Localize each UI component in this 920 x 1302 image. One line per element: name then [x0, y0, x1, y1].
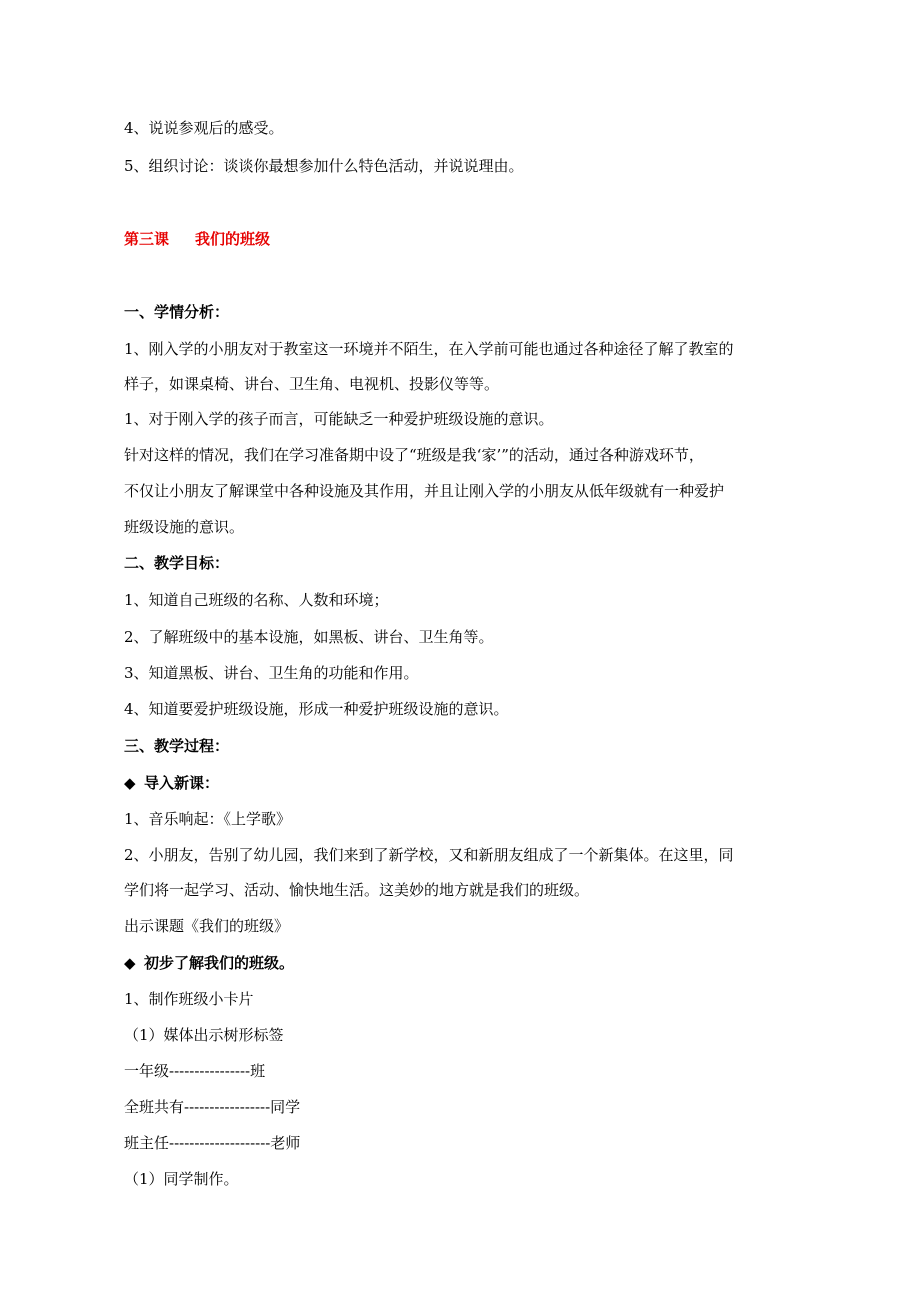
card-template-line: 班主任--------------------老师 — [124, 1134, 301, 1152]
list-item: （1）媒体出示树形标签 — [124, 1026, 284, 1044]
paragraph-line: 出示课题《我们的班级》 — [124, 917, 290, 935]
subheading-explore — [124, 953, 294, 973]
subheading-text: 导入新课： — [144, 774, 220, 792]
lesson-number: 第三课 — [124, 230, 170, 248]
list-item: 4、说说参观后的感受。 — [124, 119, 284, 137]
list-item: 1、知道自己班级的名称、人数和环境； — [124, 591, 389, 609]
paragraph-line: 1、刚入学的小朋友对于教室这一环境并不陌生，在入学前可能也通过各种途径了解了教室的 — [124, 340, 734, 358]
lesson-title — [124, 229, 270, 249]
list-item: （1）同学制作。 — [124, 1170, 239, 1188]
list-item: 3、知道黑板、讲台、卫生角的功能和作用。 — [124, 664, 419, 682]
subheading-text: 初步了解我们的班级。 — [144, 954, 295, 972]
diamond-bullet-icon: ◆ — [124, 954, 136, 972]
paragraph-line: 样子，如课桌椅、讲台、卫生角、电视机、投影仪等等。 — [124, 375, 500, 393]
subheading-intro — [124, 773, 219, 793]
card-template-line: 一年级----------------班 — [124, 1062, 266, 1080]
paragraph-line: 2、小朋友，告别了幼儿园，我们来到了新学校，又和新朋友组成了一个新集体。在这里，同 — [124, 846, 734, 864]
paragraph-line: 针对这样的情况，我们在学习准备期中设了“班级是我‘家’”的活动，通过各种游戏环节， — [124, 446, 704, 464]
card-template-line: 全班共有-----------------同学 — [124, 1098, 301, 1116]
paragraph-line: 1、对于刚入学的孩子而言，可能缺乏一种爱护班级设施的意识。 — [124, 410, 554, 428]
diamond-bullet-icon: ◆ — [124, 774, 136, 792]
lesson-name: 我们的班级 — [195, 230, 271, 248]
list-item: 1、音乐响起：《上学歌》 — [124, 810, 292, 828]
section-heading-goals: 二、教学目标： — [124, 554, 230, 572]
paragraph-line: 不仅让小朋友了解课堂中各种设施及其作用，并且让刚入学的小朋友从低年级就有一种爱护 — [124, 482, 725, 500]
section-heading-analysis: 一、学情分析： — [124, 303, 230, 321]
list-item: 2、了解班级中的基本设施，如黑板、讲台、卫生角等。 — [124, 628, 494, 646]
paragraph-line: 学们将一起学习、活动、愉快地生活。这美妙的地方就是我们的班级。 — [124, 881, 590, 899]
list-item: 1、制作班级小卡片 — [124, 990, 254, 1008]
paragraph-line: 班级设施的意识。 — [124, 518, 245, 536]
list-item: 4、知道要爱护班级设施，形成一种爱护班级设施的意识。 — [124, 700, 509, 718]
section-heading-process: 三、教学过程： — [124, 737, 230, 755]
list-item: 5、组织讨论：谈谈你最想参加什么特色活动，并说说理由。 — [124, 157, 524, 175]
